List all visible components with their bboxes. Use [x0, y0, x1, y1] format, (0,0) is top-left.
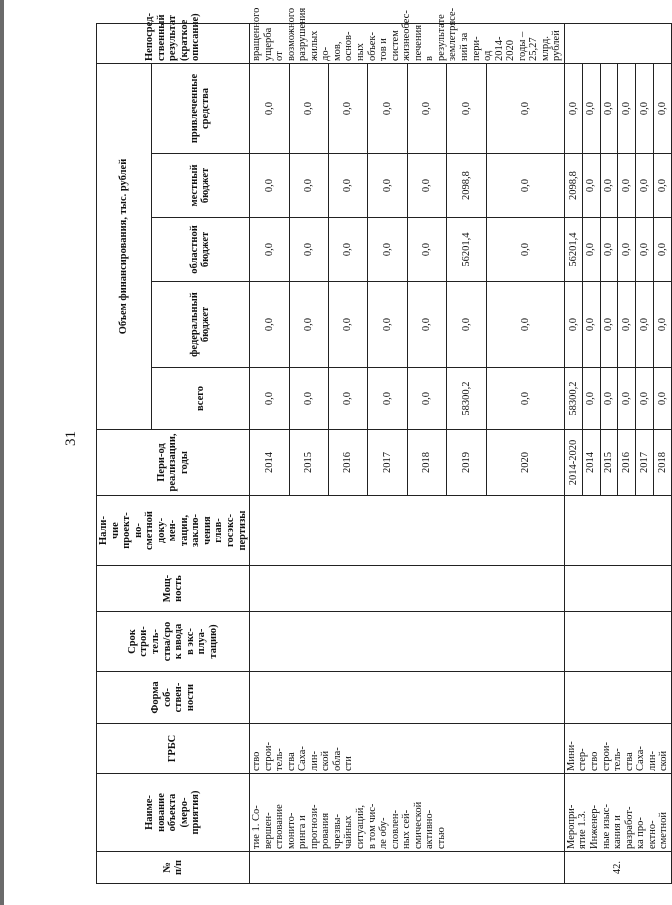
federal-cell: 0,0 — [329, 282, 368, 368]
period-cell: 2014 — [250, 430, 289, 496]
regional-cell: 0,0 — [636, 218, 654, 282]
header-period: Пери-од реализации, годы — [97, 430, 250, 496]
regional-cell: 0,0 — [600, 218, 618, 282]
local-cell: 2098,8 — [564, 154, 582, 218]
block2-name: Меропри- ятие 1.3. Инженер- ные изыс- кания и разработ- ка про- ектно- сметной — [564, 774, 671, 852]
total-cell: 0,0 — [329, 368, 368, 430]
attracted-cell: 0,0 — [564, 64, 582, 154]
attracted-cell: 0,0 — [636, 64, 654, 154]
total-cell: 0,0 — [407, 368, 446, 430]
local-cell: 0,0 — [653, 154, 671, 218]
federal-cell: 0,0 — [564, 282, 582, 368]
local-cell: 0,0 — [407, 154, 446, 218]
attracted-cell: 0,0 — [250, 64, 289, 154]
regional-cell: 56201,4 — [564, 218, 582, 282]
regional-cell: 0,0 — [618, 218, 636, 282]
period-cell: 2015 — [289, 430, 328, 496]
header-grbs: ГРБС — [97, 724, 250, 774]
financing-table — [96, 7, 672, 884]
local-cell: 2098,8 — [447, 154, 487, 218]
header-row-1 — [97, 24, 152, 884]
period-cell: 2015 — [600, 430, 618, 496]
attracted-cell: 0,0 — [368, 64, 407, 154]
federal-cell: 0,0 — [407, 282, 446, 368]
header-attracted: привлеченные средства — [151, 64, 249, 154]
regional-cell: 0,0 — [368, 218, 407, 282]
header-power: Мощ- ность — [97, 566, 250, 612]
header-regional: областной бюджет — [151, 218, 249, 282]
federal-cell: 0,0 — [582, 282, 600, 368]
attracted-cell: 0,0 — [618, 64, 636, 154]
period-cell: 2016 — [329, 430, 368, 496]
local-cell: 0,0 — [618, 154, 636, 218]
block2-docs — [564, 496, 671, 566]
federal-cell: 0,0 — [250, 282, 289, 368]
header-total: всего — [151, 368, 249, 430]
block1-name: тие 1. Со- вершен- ствование монито- ринга и прогнози- рования чрезвы- чайных ситуаций, в том чис- ле обу- словлен- ных сей- смической активно- стью — [250, 774, 565, 852]
federal-cell: 0,0 — [618, 282, 636, 368]
rotated-table-wrapper — [96, 7, 670, 884]
period-cell: 2020 — [486, 430, 564, 496]
regional-cell: 0,0 — [329, 218, 368, 282]
federal-cell: 0,0 — [447, 282, 487, 368]
total-cell: 0,0 — [582, 368, 600, 430]
total-cell: 0,0 — [368, 368, 407, 430]
header-funding: Объем финансирования, тыс. рублей — [97, 64, 152, 430]
total-cell: 0,0 — [636, 368, 654, 430]
block1-form — [250, 672, 565, 724]
block1-docs — [250, 496, 565, 566]
federal-cell: 0,0 — [368, 282, 407, 368]
block1-result: вращенного ущерба от возможного разрушения жилых до- мов, основ- ных объек- тов и систем жизнеобес- печения в результате землетрясе- ний за пери- од 2014-2020 годы – 25,27 млрд. рублей — [250, 24, 565, 64]
header-federal: федеральный бюджет — [151, 282, 249, 368]
federal-cell: 0,0 — [636, 282, 654, 368]
regional-cell: 0,0 — [407, 218, 446, 282]
total-cell: 0,0 — [250, 368, 289, 430]
local-cell: 0,0 — [329, 154, 368, 218]
total-cell: 0,0 — [486, 368, 564, 430]
header-name: Наиме- нование объекта (меро- приятия) — [97, 774, 250, 852]
period-cell: 2014-2020 — [564, 430, 582, 496]
local-cell: 0,0 — [368, 154, 407, 218]
header-num: № п/п — [97, 852, 250, 884]
period-cell: 2019 — [447, 430, 487, 496]
regional-cell: 0,0 — [486, 218, 564, 282]
total-cell: 0,0 — [653, 368, 671, 430]
regional-cell: 0,0 — [582, 218, 600, 282]
federal-cell: 0,0 — [600, 282, 618, 368]
period-cell: 2016 — [618, 430, 636, 496]
period-cell: 2017 — [636, 430, 654, 496]
regional-cell: 56201,4 — [447, 218, 487, 282]
block1-num — [250, 852, 565, 884]
total-cell: 0,0 — [289, 368, 328, 430]
block2-result — [564, 24, 671, 64]
period-cell: 2018 — [407, 430, 446, 496]
block2-num: 42. — [564, 852, 671, 884]
local-cell: 0,0 — [600, 154, 618, 218]
header-local: местный бюджет — [151, 154, 249, 218]
header-form: Форма соб- ствен- ности — [97, 672, 250, 724]
federal-cell: 0,0 — [289, 282, 328, 368]
header-result: Непосред- ственный результат (краткое описание) — [97, 24, 250, 64]
local-cell: 0,0 — [289, 154, 328, 218]
regional-cell: 0,0 — [250, 218, 289, 282]
local-cell: 0,0 — [636, 154, 654, 218]
local-cell: 0,0 — [486, 154, 564, 218]
block2-grbs: Мини- стер- ство строи- тель- ства Саха- лин- ской — [564, 724, 671, 774]
federal-cell: 0,0 — [653, 282, 671, 368]
total-cell: 0,0 — [618, 368, 636, 430]
local-cell: 0,0 — [582, 154, 600, 218]
regional-cell: 0,0 — [289, 218, 328, 282]
scan-edge — [0, 0, 4, 905]
period-cell: 2014 — [582, 430, 600, 496]
header-docs: Нали- чие проект- но- сметной доку- мен- тации, заклю- чения глав- госэкс- пертизы — [97, 496, 250, 566]
block1-power — [250, 566, 565, 612]
attracted-cell: 0,0 — [329, 64, 368, 154]
attracted-cell: 0,0 — [289, 64, 328, 154]
period-cell: 2017 — [368, 430, 407, 496]
block1-grbs: ство строи- тель- ства Саха- лин- ской обла- сти — [250, 724, 565, 774]
federal-cell: 0,0 — [486, 282, 564, 368]
total-cell: 58300,2 — [447, 368, 487, 430]
attracted-cell: 0,0 — [486, 64, 564, 154]
attracted-cell: 0,0 — [600, 64, 618, 154]
table-row — [250, 24, 289, 884]
period-cell: 2018 — [653, 430, 671, 496]
attracted-cell: 0,0 — [653, 64, 671, 154]
attracted-cell: 0,0 — [582, 64, 600, 154]
regional-cell: 0,0 — [653, 218, 671, 282]
page-number: 31 — [63, 431, 79, 446]
block2-term — [564, 612, 671, 672]
block2-power — [564, 566, 671, 612]
attracted-cell: 0,0 — [407, 64, 446, 154]
total-cell: 0,0 — [600, 368, 618, 430]
local-cell: 0,0 — [250, 154, 289, 218]
block1-term — [250, 612, 565, 672]
attracted-cell: 0,0 — [447, 64, 487, 154]
header-term: Срок строи- тель- ства/сро к ввода в экс- плуа- тацию) — [97, 612, 250, 672]
total-cell: 58300,2 — [564, 368, 582, 430]
table-row — [564, 24, 582, 884]
block2-form — [564, 672, 671, 724]
